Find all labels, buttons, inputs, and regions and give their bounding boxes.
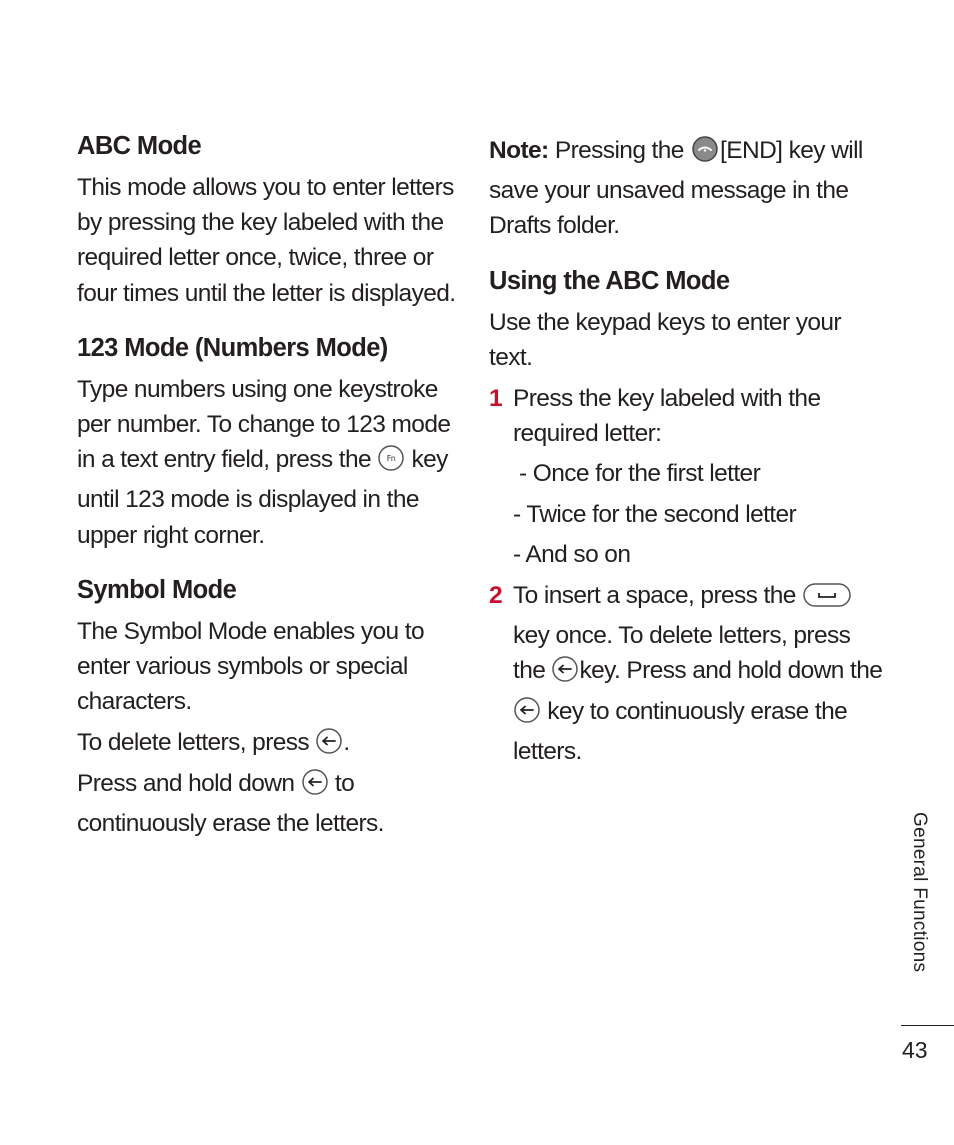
symbol-mode-paragraph: The Symbol Mode enables you to enter various symbols or special characters. (77, 617, 424, 716)
using-abc-mode-paragraph: Use the keypad keys to enter your text. (489, 308, 841, 371)
using-abc-mode-heading: Using the ABC Mode (489, 266, 730, 295)
123-mode-heading: 123 Mode (Numbers Mode) (77, 333, 388, 362)
123-mode-paragraph (77, 372, 467, 553)
123-mode-text-1: Type numbers using one keystroke per number. To change to 123 mode in a text entry field, press the (77, 375, 451, 474)
page-number: 43 (902, 1037, 928, 1063)
backspace-key-icon (301, 768, 329, 806)
end-key-icon (690, 135, 720, 173)
note-text-1: Pressing the (554, 137, 684, 164)
backspace-key-icon (551, 655, 579, 693)
step-2-text-c: key. Press and hold down the (579, 657, 883, 685)
symbol-mode-heading: Symbol Mode (77, 575, 237, 604)
delete-text-5: continuously erase the letters. (77, 809, 384, 837)
abc-mode-heading: ABC Mode (77, 132, 202, 160)
step-1-sub-2: - Twice for the second letter (513, 500, 797, 528)
delete-text-1: To delete letters, press (77, 729, 310, 757)
note-label: Note: (489, 137, 549, 164)
note-paragraph (489, 133, 884, 244)
note-text-2: [END] key will save your unsaved message in the Drafts folder. (489, 137, 863, 240)
delete-text-4: to (334, 769, 355, 797)
step-2-number: 2 (489, 582, 503, 610)
section-label: General Functions (909, 812, 930, 973)
footer-divider (901, 1025, 954, 1026)
space-key-icon (802, 582, 852, 618)
step-1 (489, 381, 884, 451)
delete-instructions (77, 725, 467, 841)
step-2-text-d: key to continuously erase the letters. (513, 697, 848, 765)
fn-key-label: Fn (386, 454, 396, 464)
delete-text-3: Press and hold down (77, 769, 295, 797)
123-mode-text-2: key until 123 mode is displayed in the upper right corner. (77, 446, 448, 549)
backspace-key-icon (315, 727, 343, 765)
step-1-sub-3: - And so on (513, 540, 631, 568)
step-1-number: 1 (489, 385, 503, 413)
delete-text-2: . (343, 729, 350, 757)
left-column (77, 128, 467, 841)
abc-mode-paragraph: This mode allows you to enter letters by pressing the key labeled with the required letter once, twice, three or four times until the letter is displayed. (77, 174, 456, 307)
step-2-text-b: key once. To delete letters, press the (513, 622, 851, 685)
step-2-text-a: To insert a space, press the (513, 582, 796, 610)
step-1-text: Press the key labeled with the required letter: (513, 385, 821, 448)
step-1-sub-1: - Once for the first letter (519, 460, 761, 488)
backspace-key-icon (513, 696, 541, 734)
step-2 (489, 578, 884, 769)
right-column (489, 133, 884, 769)
fn-key-icon (377, 444, 405, 482)
